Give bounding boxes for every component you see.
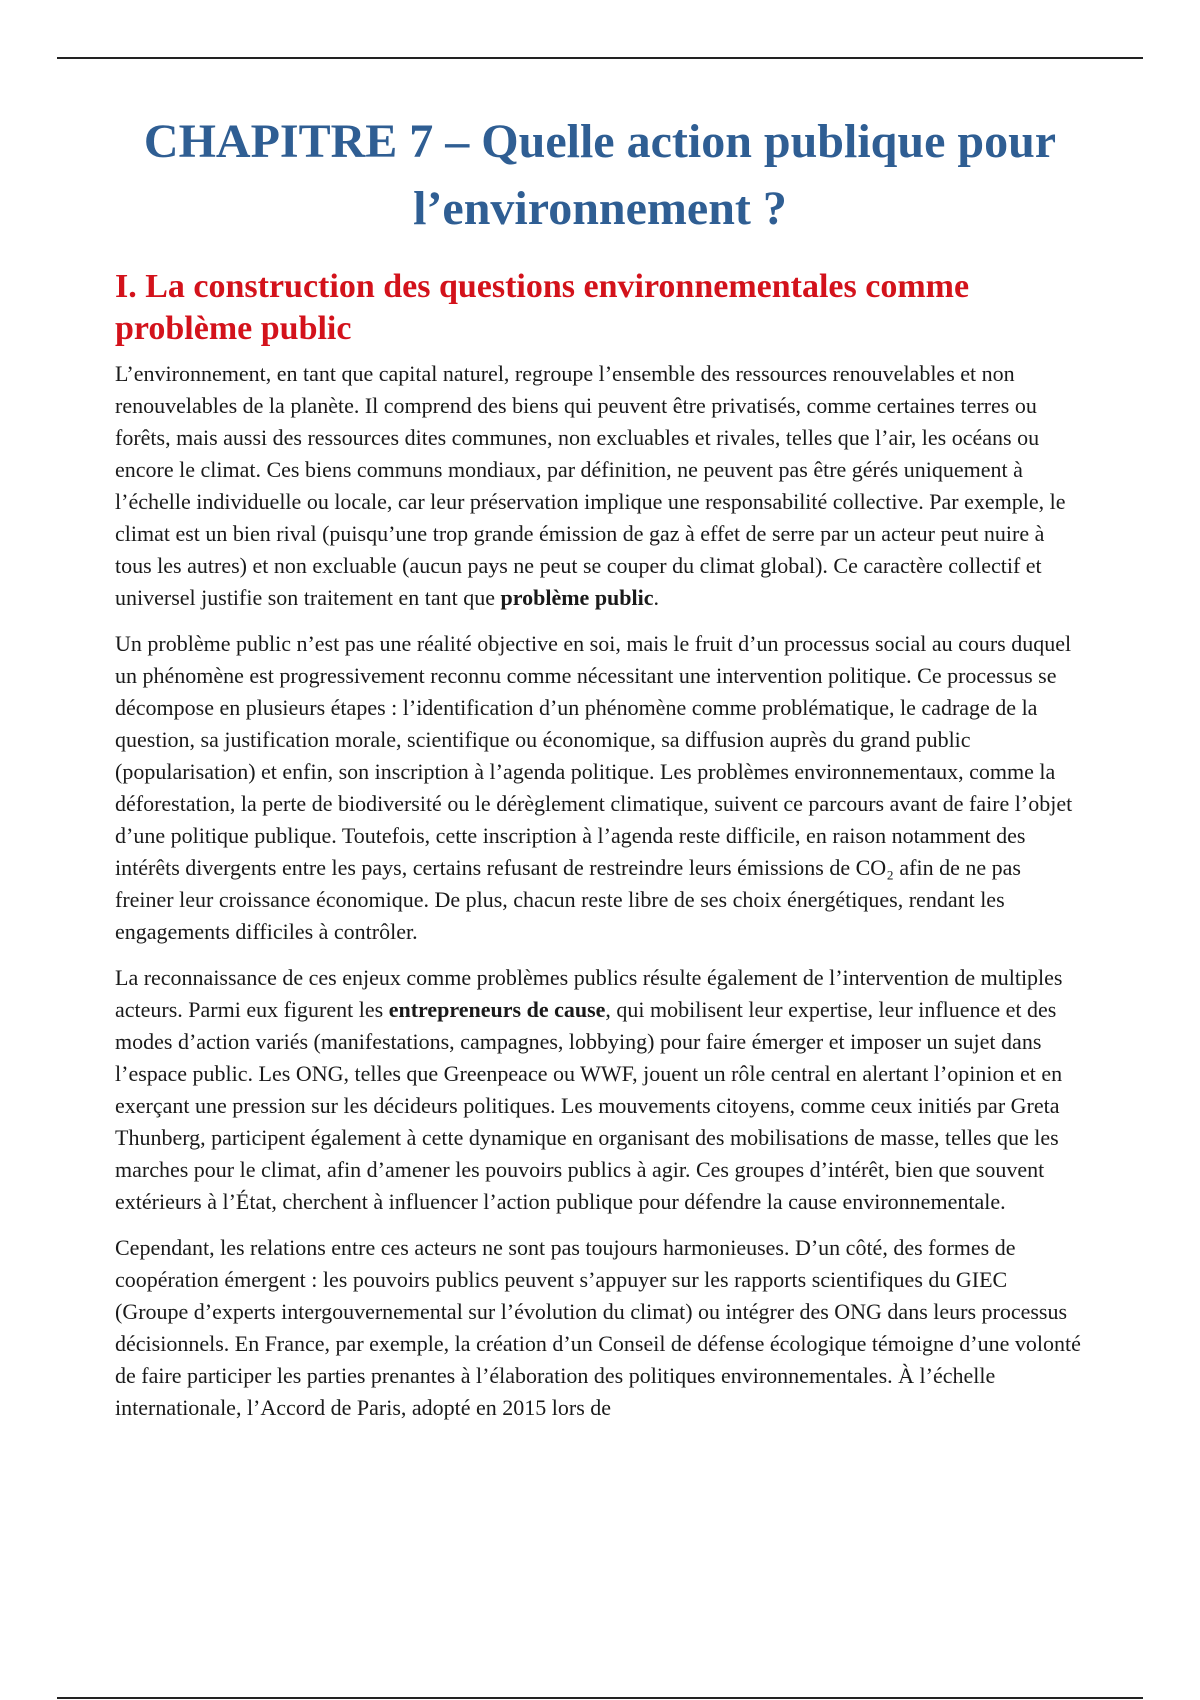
paragraph-text: , qui mobilisent leur expertise, leur influence et des modes d’action variés (manifestations, campagnes, lobbying) pour faire émerger et imposer un sujet dans l’espace public. Les ONG, telles que Greenpeace ou WWF, jouent un rôle central en alertant l’opinion et en exerçant une pression sur les décideurs politiques. Les mouvements citoyens, comme ceux initiés par Greta Thunberg, participent également à cette dynamique en organisant des mobilisations de masse, telles que les marches pour le climat, afin d’amener les pouvoirs publics à agir. Ces groupes d’intérêt, bien que souvent extérieurs à l’État, cherchent à influencer l’action publique pour défendre la cause environnementale. [115,997,1063,1214]
paragraph-text: . [653,585,660,610]
key-term-probleme-public: problème public [500,585,654,610]
paragraph-cooperation: Cependant, les relations entre ces acteurs ne sont pas toujours harmonieuses. D’un côté, des formes de coopération émergent : les pouvoirs publics peuvent s’appuyer sur les rapports scientifiques du GIEC (Groupe d’experts intergouvernemental sur l’évolution du climat) ou intégrer des ONG dans leurs processus décisionnels. En France, par exemple, la création d’un Conseil de défense écologique témoigne d’une volonté de faire participer les parties prenantes à l’élaboration des politiques environnementales. À l’échelle internationale, l’Accord de Paris, adopté en 2015 lors de [115,1235,1081,1420]
section-title: I. La construction des questions environnementales comme problème public [115,268,970,347]
paragraph-text: La reconnaissance de ces enjeux comme problèmes publics résulte également de l’intervention de multiples acteurs. Parmi eux figurent les [115,965,1063,1022]
paragraph-processus-social: Un problème public n’est pas une réalité objective en soi, mais le fruit d’un processus social au cours duquel un phénomène est progressivement reconnu comme nécessitant une intervention politique. Ce processus se décompose en plusieurs étapes : l’identification d’un phénomène comme problématique, le cadrage de la question, sa justification morale, scientifique ou économique, sa diffusion auprès du grand public (popularisation) et enfin, son inscription à l’agenda politique. Les problèmes environnementaux, comme la déforestation, la perte de biodiversité ou le dérèglement climatique, suivent ce parcours avant de faire l’objet d’une politique publique. Toutefois, cette inscription à l’agenda reste difficile, en raison notamment des intérêts divergents entre les pays, certains refusant de restreindre leurs émissions de CO₂ afin de ne pas freiner leur croissance économique. De plus, chacun reste libre de ses choix énergétiques, rendant les engagements difficiles à contrôler. [115,631,1073,944]
paragraph-capital-naturel [115,358,1085,614]
chapter-title: CHAPITRE 7 – Quelle action publique pour l’environnement ? [143,115,1057,235]
paragraph-text: L’environnement, en tant que capital naturel, regroupe l’ensemble des ressources renouvelables et non renouvelables de la planète. Il comprend des biens qui peuvent être privatisés, comme certaines terres ou forêts, mais aussi des ressources dites communes, non excluables et rivales, telles que l’air, les océans ou encore le climat. Ces biens communs mondiaux, par définition, ne peuvent pas être gérés uniquement à l’échelle individuelle ou locale, car leur préservation implique une responsabilité collective. Par exemple, le climat est un bien rival (puisqu’une trop grande émission de gaz à effet de serre par un acteur peut nuire à tous les autres) et non excluable (aucun pays ne peut se couper du climat global). Ce caractère collectif et universel justifie son traitement en tant que [115,361,1066,610]
key-term-entrepreneurs-de-cause: entrepreneurs de cause [388,997,606,1022]
footer-rule [57,1697,1143,1699]
document-body [115,108,1085,1438]
header-rule [57,57,1143,59]
paragraph-acteurs [115,962,1085,1218]
